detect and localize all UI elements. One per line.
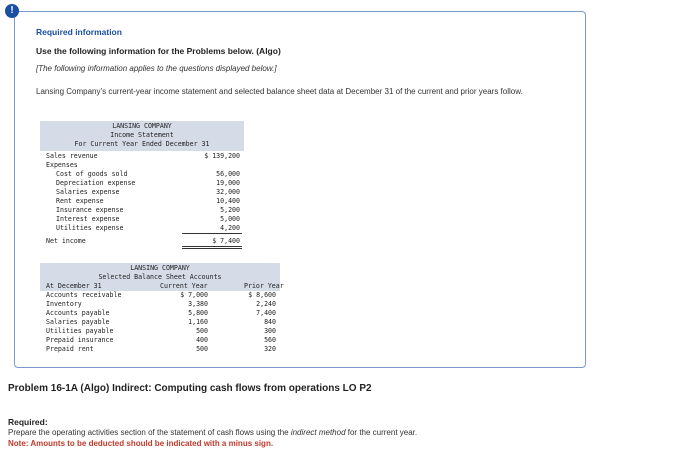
account-label: Prepaid rent (46, 345, 94, 353)
expense-label: Rent expense (56, 197, 104, 205)
account-label: Utilities payable (46, 327, 114, 335)
net-income-label: Net income (46, 237, 86, 245)
required-text-before: Prepare the operating activities section of the statement of cash flows using the (8, 428, 291, 437)
income-period: For Current Year Ended December 31 (74, 140, 210, 148)
current-value: 5,800 (188, 309, 208, 317)
alert-icon: ! (5, 4, 19, 18)
required-instructions (8, 428, 417, 437)
account-label: Accounts payable (46, 309, 110, 317)
current-value: 500 (196, 345, 208, 353)
prior-value: 840 (264, 318, 276, 326)
expense-value: 5,000 (220, 215, 240, 223)
balance-statement-name: Selected Balance Sheet Accounts (98, 273, 222, 281)
current-year-header: Current Year (160, 282, 208, 290)
required-information-title: Required information (36, 27, 122, 37)
expense-value: 5,200 (220, 206, 240, 214)
required-text-after: for the current year. (345, 428, 418, 437)
expense-label: Salaries expense (56, 188, 120, 196)
current-value: 1,160 (188, 318, 208, 326)
prior-value: $ 8,600 (248, 291, 276, 299)
double-rule (182, 248, 242, 249)
current-value: 400 (196, 336, 208, 344)
current-value: 3,380 (188, 300, 208, 308)
info-heading: Use the following information for the Problems below. (Algo) (36, 46, 281, 56)
prior-year-header: Prior Year (244, 282, 284, 290)
required-text-em: indirect method (290, 428, 346, 437)
prior-value: 300 (264, 327, 276, 335)
expenses-label: Expenses (46, 161, 78, 169)
income-statement-name: Income Statement (110, 131, 174, 139)
date-header: At December 31 (46, 282, 102, 290)
info-note: [The following information applies to the questions displayed below.] (36, 64, 277, 73)
expense-value: 56,000 (216, 170, 240, 178)
expense-label: Interest expense (56, 215, 120, 223)
account-label: Inventory (46, 300, 82, 308)
expense-value: 4,200 (220, 224, 240, 232)
expense-label: Depreciation expense (56, 179, 136, 187)
account-label: Salaries payable (46, 318, 110, 326)
double-rule (182, 246, 242, 247)
current-value: 500 (196, 327, 208, 335)
sales-label: Sales revenue (46, 152, 98, 160)
expense-value: 32,000 (216, 188, 240, 196)
balance-company: LANSING COMPANY (130, 264, 190, 272)
prior-value: 320 (264, 345, 276, 353)
income-company: LANSING COMPANY (112, 122, 172, 130)
expense-value: 19,000 (216, 179, 240, 187)
expense-value: 10,400 (216, 197, 240, 205)
prior-value: 2,240 (256, 300, 276, 308)
prior-value: 7,400 (256, 309, 276, 317)
current-value: $ 7,000 (180, 291, 208, 299)
minus-sign-note: Note: Amounts to be deducted should be indicated with a minus sign. (8, 439, 274, 448)
prior-value: 560 (264, 336, 276, 344)
expense-label: Cost of goods sold (56, 170, 128, 178)
required-label: Required: (8, 417, 48, 427)
expense-label: Utilities expense (56, 224, 124, 232)
account-label: Prepaid insurance (46, 336, 114, 344)
sales-value: $ 139,200 (204, 152, 240, 160)
expense-label: Insurance expense (56, 206, 124, 214)
total-rule (182, 233, 242, 234)
net-income-value: $ 7,400 (212, 237, 240, 245)
problem-title: Problem 16-1A (Algo) Indirect: Computing cash flows from operations LO P2 (8, 383, 372, 394)
account-label: Accounts receivable (46, 291, 122, 299)
info-description: Lansing Company’s current-year income statement and selected balance sheet data at December 31 of the current and prior years follow. (36, 87, 523, 96)
